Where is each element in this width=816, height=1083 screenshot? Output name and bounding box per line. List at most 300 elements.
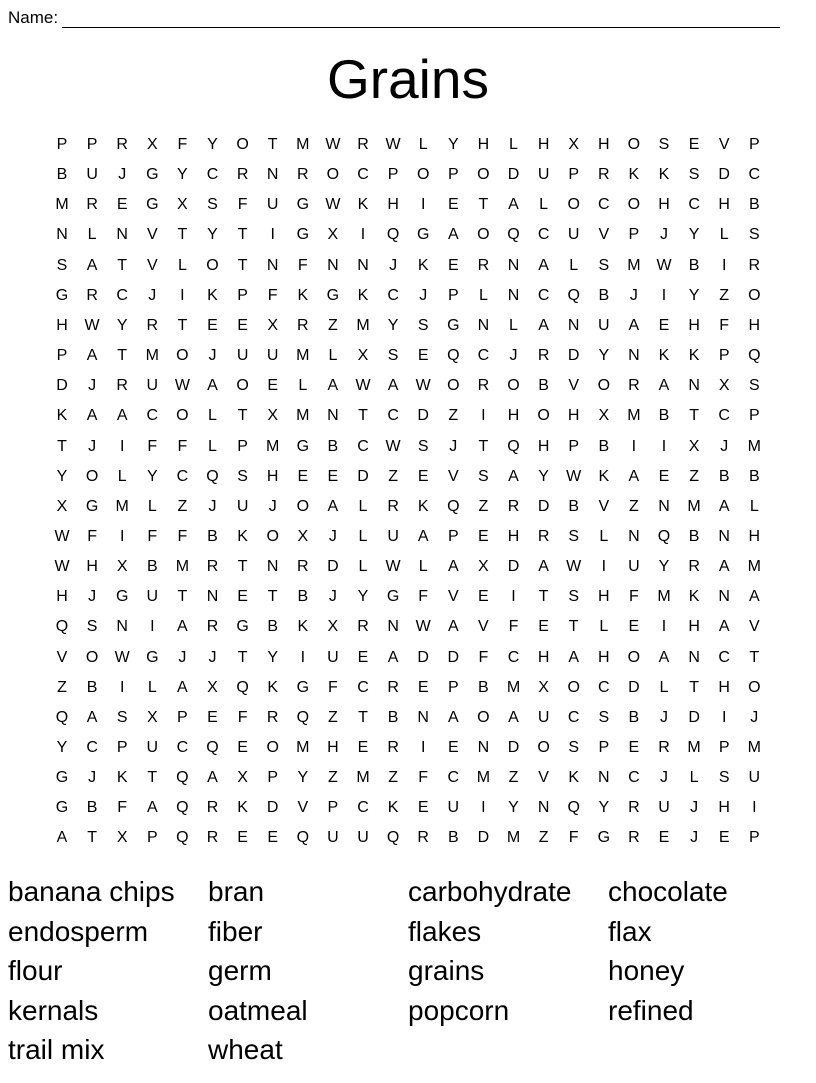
word-list [8, 873, 808, 1073]
grid-letter: P [748, 407, 760, 425]
grid-letter: C [206, 166, 219, 184]
grid-letter: N [658, 497, 670, 515]
grid-letter: X [177, 196, 188, 214]
grid-letter: S [387, 347, 399, 365]
grid-letter: D [718, 166, 730, 184]
grid-row [47, 823, 777, 853]
grid-letter: J [208, 648, 217, 666]
grid-row [47, 522, 777, 552]
grid-letter: A [447, 226, 459, 244]
grid-letter: U [146, 739, 159, 756]
grid-letter: L [599, 527, 609, 545]
grid-letter: N [417, 708, 429, 726]
grid-letter: C [688, 196, 700, 214]
grid-letter: F [568, 829, 579, 847]
grid-letter: Y [177, 166, 188, 184]
grid-letter: X [116, 558, 128, 576]
grid-letter: N [688, 377, 700, 395]
grid-row [47, 612, 777, 642]
grid-letter: T [117, 256, 128, 274]
grid-letter: A [568, 648, 580, 666]
grid-letter: L [328, 347, 338, 365]
grid-letter: I [752, 799, 757, 817]
word-list-item: carbohydrate [408, 876, 572, 907]
grid-letter: P [598, 739, 610, 756]
grid-letter: E [628, 618, 640, 636]
word-list-item: honey [608, 955, 685, 986]
grid-letter: J [660, 226, 668, 244]
grid-letter: Q [296, 829, 310, 847]
grid-letter: A [508, 196, 519, 214]
grid-letter: U [327, 648, 339, 666]
grid-letter: C [116, 286, 128, 304]
grid-letter: R [297, 166, 309, 184]
grid-letter: T [478, 437, 489, 455]
grid-row [47, 793, 777, 823]
grid-letter: N [598, 769, 610, 787]
grid-letter: G [55, 286, 69, 304]
grid-letter: A [658, 648, 670, 666]
grid-letter: O [326, 166, 340, 184]
grid-letter: Q [176, 829, 189, 847]
grid-letter: T [87, 829, 97, 847]
grid-letter: Q [176, 769, 189, 787]
grid-letter: U [658, 799, 670, 817]
grid-letter: T [147, 769, 158, 787]
grid-letter: B [327, 437, 339, 455]
grid-letter: G [296, 437, 310, 455]
grid-letter: Q [447, 497, 460, 515]
grid-letter: G [597, 829, 611, 847]
grid-letter: W [54, 527, 70, 545]
grid-letter: I [481, 799, 486, 817]
grid-letter: E [447, 256, 459, 274]
grid-letter: J [629, 286, 638, 304]
grid-letter: J [389, 256, 398, 274]
grid-letter: S [417, 316, 429, 334]
grid-letter: L [177, 256, 187, 274]
grid-letter: C [176, 739, 189, 756]
grid-letter: K [297, 286, 309, 304]
grid-letter: G [296, 196, 310, 214]
grid-letter: I [721, 256, 727, 274]
grid-letter: M [506, 829, 521, 847]
grid-letter: U [537, 166, 550, 184]
grid-letter: A [628, 467, 640, 485]
grid-letter: P [748, 829, 760, 847]
grid-letter: Z [328, 769, 338, 787]
grid-letter: J [148, 286, 157, 304]
grid-letter: K [417, 256, 429, 274]
grid-letter: E [417, 799, 429, 817]
grid-row [47, 763, 777, 793]
grid-letter: J [449, 437, 458, 455]
word-list-item: grains [408, 955, 485, 986]
grid-letter: P [447, 527, 459, 545]
grid-letter: S [56, 256, 68, 274]
grid-letter: C [537, 286, 550, 304]
grid-letter: J [720, 437, 729, 455]
grid-letter: O [206, 256, 219, 274]
grid-letter: J [88, 588, 97, 606]
grid-letter: T [478, 196, 489, 214]
grid-letter: H [688, 618, 700, 636]
grid-letter: V [718, 136, 730, 153]
grid-letter: H [537, 136, 550, 153]
grid-letter: C [176, 467, 189, 485]
grid-letter: U [146, 377, 159, 395]
grid-letter: N [628, 347, 640, 365]
word-list-item: oatmeal [208, 994, 308, 1026]
grid-letter: X [478, 558, 489, 576]
grid-letter: R [266, 708, 279, 726]
grid-letter: Q [386, 829, 400, 847]
grid-letter: Y [538, 467, 549, 485]
grid-letter: S [658, 136, 670, 153]
grid-letter: D [357, 467, 369, 485]
grid-letter: N [387, 618, 399, 636]
grid-letter: J [88, 437, 97, 455]
grid-letter: G [85, 497, 99, 515]
grid-letter: D [417, 648, 429, 666]
grid-letter: A [177, 678, 188, 696]
grid-letter: I [119, 437, 125, 455]
grid-letter: E [297, 467, 309, 485]
grid-letter: E [237, 316, 248, 334]
grid-letter: E [237, 739, 248, 756]
grid-letter: Q [386, 226, 400, 244]
grid-letter: B [267, 618, 279, 636]
grid-letter: P [628, 226, 640, 244]
grid-letter: C [537, 226, 550, 244]
grid-letter: K [688, 588, 700, 606]
grid-letter: A [86, 347, 98, 365]
name-label: Name: [8, 8, 59, 27]
grid-letter: W [415, 618, 431, 636]
grid-letter: N [327, 256, 339, 274]
grid-letter: W [54, 558, 70, 576]
grid-letter: I [180, 286, 185, 304]
grid-letter: S [748, 377, 760, 395]
grid-letter: W [385, 136, 401, 153]
grid-letter: W [385, 437, 401, 455]
grid-letter: L [509, 316, 518, 334]
grid-letter: W [566, 467, 582, 485]
grid-row [47, 281, 777, 311]
grid-letter: P [56, 347, 68, 365]
grid-letter: R [387, 739, 399, 756]
grid-letter: F [328, 678, 338, 696]
word-list-item: flour [8, 955, 63, 986]
grid-letter: G [55, 799, 69, 817]
grid-letter: T [689, 678, 699, 696]
grid-letter: F [87, 527, 97, 545]
grid-letter: O [266, 527, 279, 545]
grid-letter: U [748, 769, 761, 787]
grid-letter: N [507, 256, 520, 274]
grid-letter: P [177, 708, 188, 726]
grid-letter: S [568, 588, 580, 606]
grid-letter: T [358, 708, 368, 726]
grid-letter: V [478, 618, 489, 636]
grid-letter: R [206, 829, 219, 847]
grid-letter: L [509, 136, 518, 153]
grid-letter: O [567, 196, 580, 214]
grid-letter: A [718, 618, 730, 636]
grid-letter: T [237, 256, 248, 274]
grid-letter: B [688, 527, 700, 545]
grid-letter: K [56, 407, 68, 425]
grid-letter: R [658, 739, 670, 756]
grid-letter: T [267, 588, 278, 606]
grid-letter: B [658, 407, 670, 425]
grid-letter: R [387, 497, 399, 515]
word-list-item: bran [208, 876, 265, 907]
grid-letter: R [688, 558, 700, 576]
word-list-item: fiber [208, 915, 263, 947]
grid-letter: S [237, 467, 248, 485]
grid-letter: J [118, 166, 127, 184]
grid-letter: U [567, 226, 580, 244]
grid-letter: A [327, 497, 339, 515]
grid-letter: N [357, 256, 369, 274]
grid-letter: L [418, 558, 428, 576]
grid-letter: J [328, 527, 337, 545]
grid-letter: A [538, 558, 549, 576]
grid-letter: V [538, 769, 549, 787]
grid-letter: I [631, 437, 637, 455]
grid-letter: O [447, 377, 460, 395]
word-list-item: kernals [8, 994, 99, 1026]
grid-letter: E [417, 678, 429, 696]
grid-letter: S [568, 739, 580, 756]
grid-letter: L [599, 618, 609, 636]
grid-letter: V [598, 497, 610, 515]
grid-letter: O [748, 678, 761, 696]
grid-letter: Q [567, 799, 580, 817]
grid-letter: F [297, 256, 308, 274]
grid-letter: G [236, 618, 249, 636]
grid-letter: C [447, 769, 460, 787]
grid-letter: X [568, 136, 580, 153]
grid-letter: N [266, 166, 279, 184]
grid-letter: P [568, 166, 580, 184]
grid-letter: A [86, 407, 98, 425]
grid-letter: G [115, 588, 129, 606]
grid-letter: M [356, 316, 370, 334]
grid-letter: I [420, 196, 426, 214]
grid-letter: F [508, 618, 519, 636]
grid-letter: N [718, 527, 730, 545]
grid-row [47, 703, 777, 733]
grid-letter: O [748, 286, 761, 304]
grid-letter: J [419, 286, 428, 304]
grid-letter: B [598, 437, 610, 455]
grid-letter: H [718, 678, 730, 696]
grid-letter: T [358, 407, 368, 425]
grid-letter: I [270, 226, 275, 244]
grid-letter: Q [55, 708, 69, 726]
grid-letter: E [688, 136, 700, 153]
grid-letter: A [387, 648, 399, 666]
grid-letter: N [116, 618, 128, 636]
grid-letter: E [658, 467, 670, 485]
grid-row [47, 341, 777, 371]
grid-letter: W [415, 377, 431, 395]
grid-letter: E [417, 347, 429, 365]
grid-row [47, 160, 777, 190]
grid-letter: A [748, 588, 760, 606]
grid-letter: A [86, 256, 98, 274]
grid-letter: Q [176, 799, 189, 817]
grid-letter: K [658, 347, 670, 365]
grid-letter: A [327, 377, 339, 395]
grid-letter: A [56, 829, 68, 847]
grid-letter: C [748, 166, 761, 184]
grid-letter: H [477, 136, 490, 153]
grid-letter: S [116, 708, 128, 726]
grid-letter: R [86, 286, 98, 304]
grid-letter: E [658, 829, 670, 847]
grid-letter: R [116, 377, 128, 395]
grid-letter: R [357, 618, 369, 636]
grid-letter: A [177, 618, 188, 636]
grid-letter: I [511, 588, 516, 606]
grid-letter: Y [598, 799, 610, 817]
grid-row [47, 552, 777, 582]
grid-letter: T [177, 316, 188, 334]
grid-letter: O [416, 166, 430, 184]
grid-letter: M [296, 347, 310, 365]
grid-letter: M [747, 558, 761, 576]
grid-letter: C [357, 166, 369, 184]
grid-letter: I [119, 527, 125, 545]
grid-letter: S [568, 527, 580, 545]
grid-row [47, 673, 777, 703]
grid-letter: I [661, 618, 667, 636]
grid-letter: I [661, 286, 667, 304]
grid-letter: H [718, 799, 730, 817]
grid-letter: U [598, 316, 610, 334]
grid-letter: T [237, 648, 248, 666]
grid-letter: O [507, 377, 520, 395]
grid-letter: E [658, 316, 670, 334]
grid-letter: H [658, 196, 670, 214]
grid-letter: E [447, 739, 459, 756]
grid-letter: T [267, 136, 278, 153]
grid-letter: O [236, 136, 249, 153]
grid-letter: K [297, 618, 309, 636]
grid-letter: X [116, 829, 128, 847]
grid-letter: Z [177, 497, 188, 515]
grid-letter: T [749, 648, 760, 666]
grid-letter: N [327, 407, 339, 425]
grid-letter: S [86, 618, 98, 636]
grid-row [47, 432, 777, 462]
grid-letter: X [718, 377, 730, 395]
word-list-item: chocolate [608, 876, 728, 907]
grid-letter: X [327, 226, 339, 244]
grid-letter: V [146, 256, 158, 274]
grid-letter: Y [508, 799, 519, 817]
grid-letter: B [207, 527, 218, 545]
grid-letter: M [175, 558, 190, 576]
grid-letter: F [719, 316, 730, 334]
grid-letter: B [748, 467, 760, 485]
grid-letter: K [658, 166, 670, 184]
grid-letter: M [687, 739, 701, 756]
grid-letter: Z [689, 467, 699, 485]
grid-row [47, 492, 777, 522]
grid-letter: E [357, 648, 369, 666]
grid-letter: X [146, 708, 158, 726]
grid-letter: B [447, 829, 459, 847]
grid-letter: K [417, 497, 429, 515]
grid-letter: Z [508, 769, 519, 787]
grid-letter: I [119, 678, 125, 696]
grid-letter: C [146, 407, 159, 425]
grid-letter: E [116, 196, 128, 214]
grid-letter: S [417, 437, 429, 455]
grid-letter: H [537, 437, 550, 455]
grid-letter: U [628, 558, 640, 576]
grid-letter: L [569, 256, 579, 274]
grid-letter: D [507, 166, 520, 184]
grid-letter: C [387, 407, 399, 425]
grid-letter: O [537, 407, 550, 425]
grid-letter: R [387, 678, 399, 696]
grid-letter: C [628, 769, 640, 787]
grid-letter: O [266, 739, 279, 756]
grid-letter: B [748, 196, 760, 214]
grid-letter: G [447, 316, 460, 334]
grid-letter: F [237, 708, 248, 726]
grid-letter: A [658, 377, 670, 395]
grid-letter: N [477, 739, 490, 756]
grid-letter: A [718, 558, 730, 576]
grid-letter: L [358, 527, 368, 545]
grid-letter: T [237, 407, 248, 425]
grid-letter: O [477, 166, 490, 184]
grid-letter: P [387, 166, 399, 184]
grid-letter: M [627, 256, 641, 274]
grid-letter: B [86, 799, 98, 817]
grid-letter: V [297, 799, 309, 817]
grid-letter: Q [507, 437, 520, 455]
grid-letter: A [146, 799, 158, 817]
grid-letter: H [718, 196, 730, 214]
word-list-item: flakes [408, 915, 482, 947]
grid-letter: P [237, 286, 248, 304]
name-blank-line [62, 9, 780, 28]
grid-letter: Q [206, 467, 219, 485]
grid-letter: P [447, 166, 459, 184]
grid-letter: R [417, 829, 429, 847]
grid-letter: W [355, 377, 371, 395]
grid-letter: Z [478, 497, 489, 515]
grid-letter: M [747, 437, 761, 455]
grid-letter: F [147, 527, 158, 545]
grid-letter: I [360, 226, 366, 244]
grid-letter: Y [658, 558, 670, 576]
grid-letter: T [117, 347, 128, 365]
grid-letter: L [298, 377, 308, 395]
grid-letter: A [508, 708, 519, 726]
grid-letter: J [509, 347, 518, 365]
grid-letter: H [266, 467, 279, 485]
word-list-item: banana chips [8, 876, 175, 907]
grid-letter: U [236, 347, 249, 365]
